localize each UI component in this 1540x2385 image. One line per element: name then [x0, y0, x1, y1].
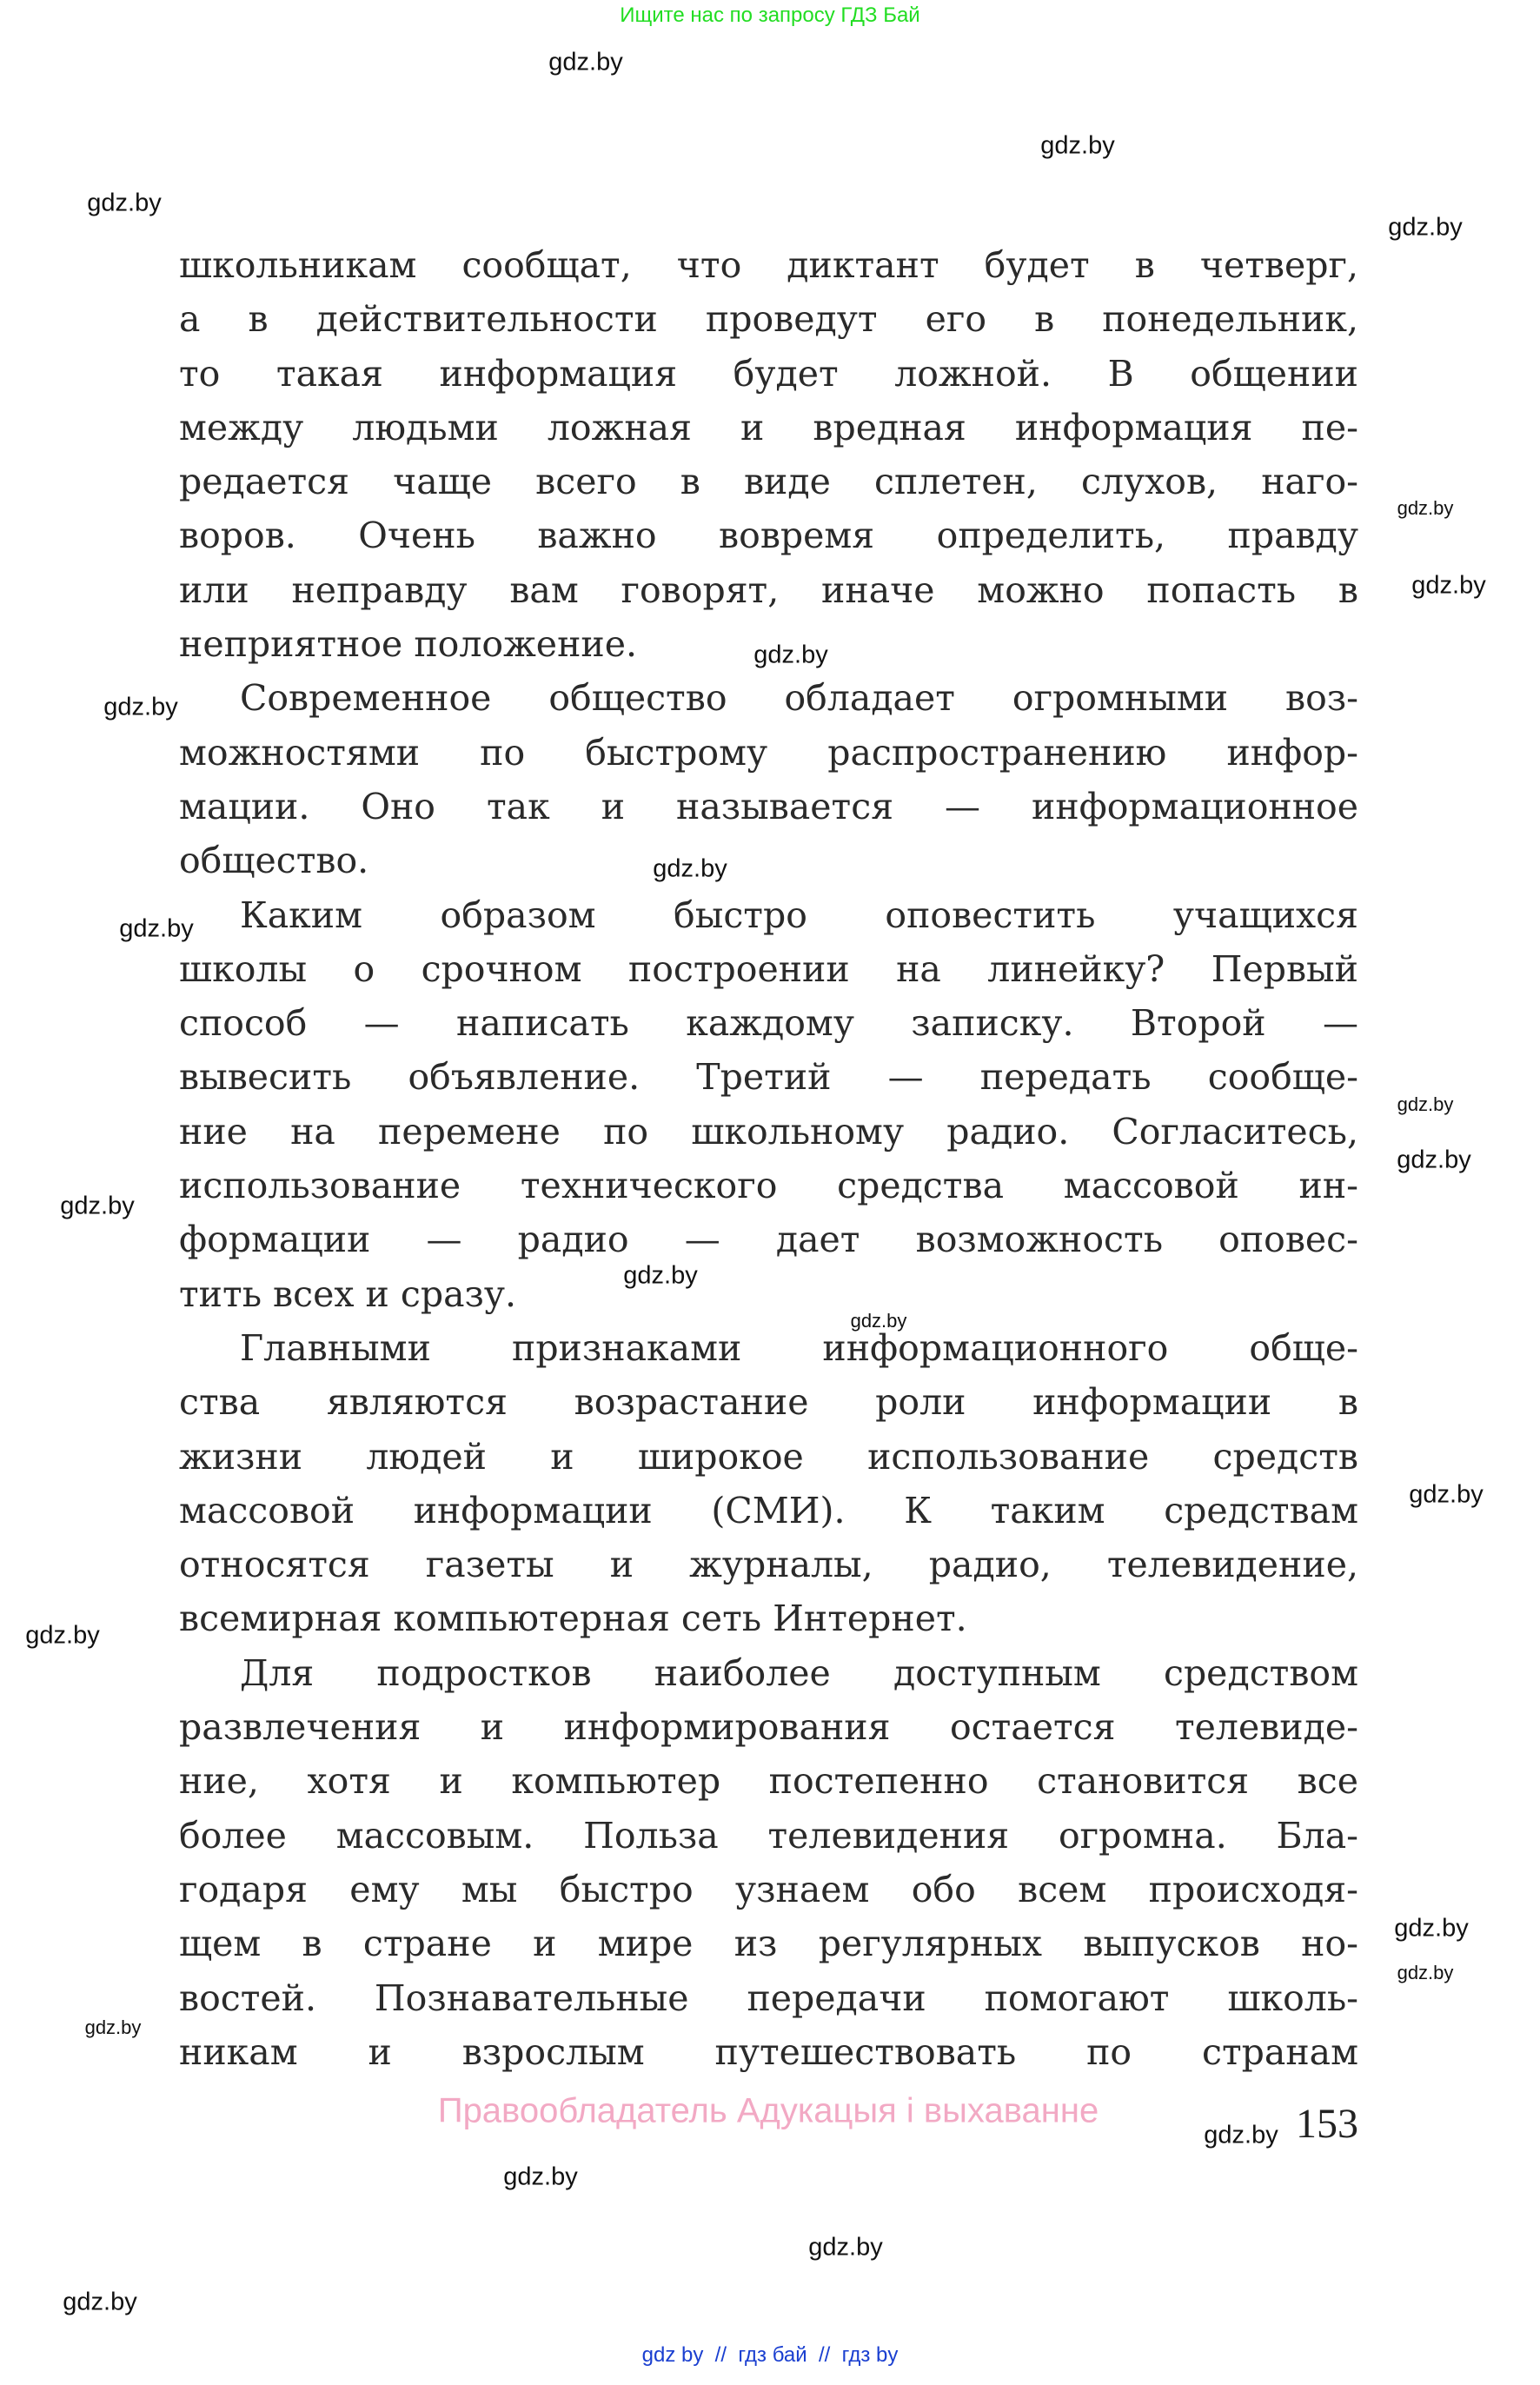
watermark: gdz.by [84, 2016, 142, 2038]
page-number: 153 [1296, 2101, 1358, 2147]
watermark: gdz.by [1204, 2121, 1278, 2149]
watermark: gdz.by [1409, 1480, 1484, 1509]
text-line: востей. Познавательные передачи помогают школь- [179, 1976, 1358, 2019]
watermark: gdz.by [850, 1310, 907, 1332]
copyright-owner: Правообладатель Адукацыя і выхаванне [437, 2091, 1099, 2130]
text-line: никам и взрослым путешествовать по странам [179, 2030, 1358, 2073]
footer-links[interactable]: gdz by // гдз бай // гдз by [641, 2343, 899, 2367]
watermark: gdz.by [753, 641, 828, 669]
text-line: ние, хотя и компьютер постепенно становится все [179, 1760, 1358, 1803]
text-line: тить всех и сразу. [179, 1272, 517, 1315]
watermark: gdz.by [87, 189, 162, 217]
promo-banner: Ищите нас по запросу ГДЗ Бай [620, 3, 920, 27]
text-line: Каким образом быстро оповестить учащихся [240, 894, 1358, 936]
text-line: способ — написать каждому записку. Второй — [179, 1002, 1358, 1045]
text-line: мации. Оно так и называется — информационное [179, 785, 1358, 827]
watermark: gdz.by [1040, 131, 1115, 160]
watermark: gdz.by [60, 1192, 135, 1220]
watermark: gdz.by [1397, 1146, 1471, 1174]
watermark: gdz.by [1411, 571, 1486, 600]
text-line: вывесить объявление. Третий — передать сообще- [179, 1056, 1358, 1099]
text-line: общество. [179, 840, 369, 882]
text-line: Для подростков наиболее доступным средством [240, 1651, 1358, 1694]
text-line: ние на перемене по школьному радио. Согласитесь, [179, 1110, 1358, 1153]
watermark: gdz.by [1394, 1914, 1469, 1943]
text-line: более массовым. Польза телевидения огромна. Бла- [179, 1814, 1358, 1857]
text-line: щем в стране и мире из регулярных выпусков но- [179, 1923, 1358, 1965]
text-line: всемирная компьютерная сеть Интернет. [179, 1598, 967, 1640]
text-line: использование технического средства массовой ин- [179, 1165, 1358, 1207]
text-line: Современное общество обладает огромными воз- [240, 677, 1358, 720]
watermark: gdz.by [25, 1621, 100, 1650]
text-line: воров. Очень важно вовремя определить, правду [179, 515, 1358, 557]
text-line: годаря ему мы быстро узнаем обо всем происходя- [179, 1868, 1358, 1910]
watermark: gdz.by [119, 914, 194, 943]
watermark: gdz.by [1388, 213, 1463, 242]
watermark: gdz.by [548, 48, 623, 76]
watermark: gdz.by [503, 2162, 578, 2191]
text-line: жизни людей и широкое использование средств [179, 1435, 1358, 1478]
text-line: относятся газеты и журналы, радио, телевидение, [179, 1544, 1358, 1586]
text-line: или неправду вам говорят, иначе можно попасть в [179, 568, 1358, 611]
watermark: gdz.by [653, 854, 727, 883]
text-line: Главными признаками информационного обще- [240, 1326, 1358, 1369]
text-line: формации — радио — дает возможность оповес- [179, 1219, 1358, 1261]
page-body [179, 238, 1358, 2079]
text-line: массовой информации (СМИ). К таким средствам [179, 1489, 1358, 1531]
watermark: gdz.by [103, 693, 178, 721]
watermark: gdz.by [1397, 1093, 1454, 1115]
text-line: неприятное положение. [179, 623, 638, 666]
watermark: gdz.by [623, 1261, 698, 1290]
text-line: школьникам сообщат, что диктант будет в четверг, [179, 244, 1358, 286]
text-line: развлечения и информирования остается телевиде- [179, 1706, 1358, 1749]
text-line: то такая информация будет ложной. В общении [179, 352, 1358, 395]
text-line: а в действительности проведут его в понедельник, [179, 298, 1358, 341]
text-line: школы о срочном построении на линейку? Первый [179, 947, 1358, 990]
text-line: ства являются возрастание роли информации в [179, 1381, 1358, 1424]
watermark: gdz.by [1397, 1962, 1454, 1983]
text-line: редается чаще всего в виде сплетен, слухов, наго- [179, 461, 1358, 503]
text-line: можностями по быстрому распространению инфор- [179, 731, 1358, 774]
watermark: gdz.by [808, 2233, 883, 2262]
watermark: gdz.by [1397, 497, 1454, 519]
text-line: между людьми ложная и вредная информация пе- [179, 406, 1358, 448]
watermark: gdz.by [63, 2288, 137, 2316]
